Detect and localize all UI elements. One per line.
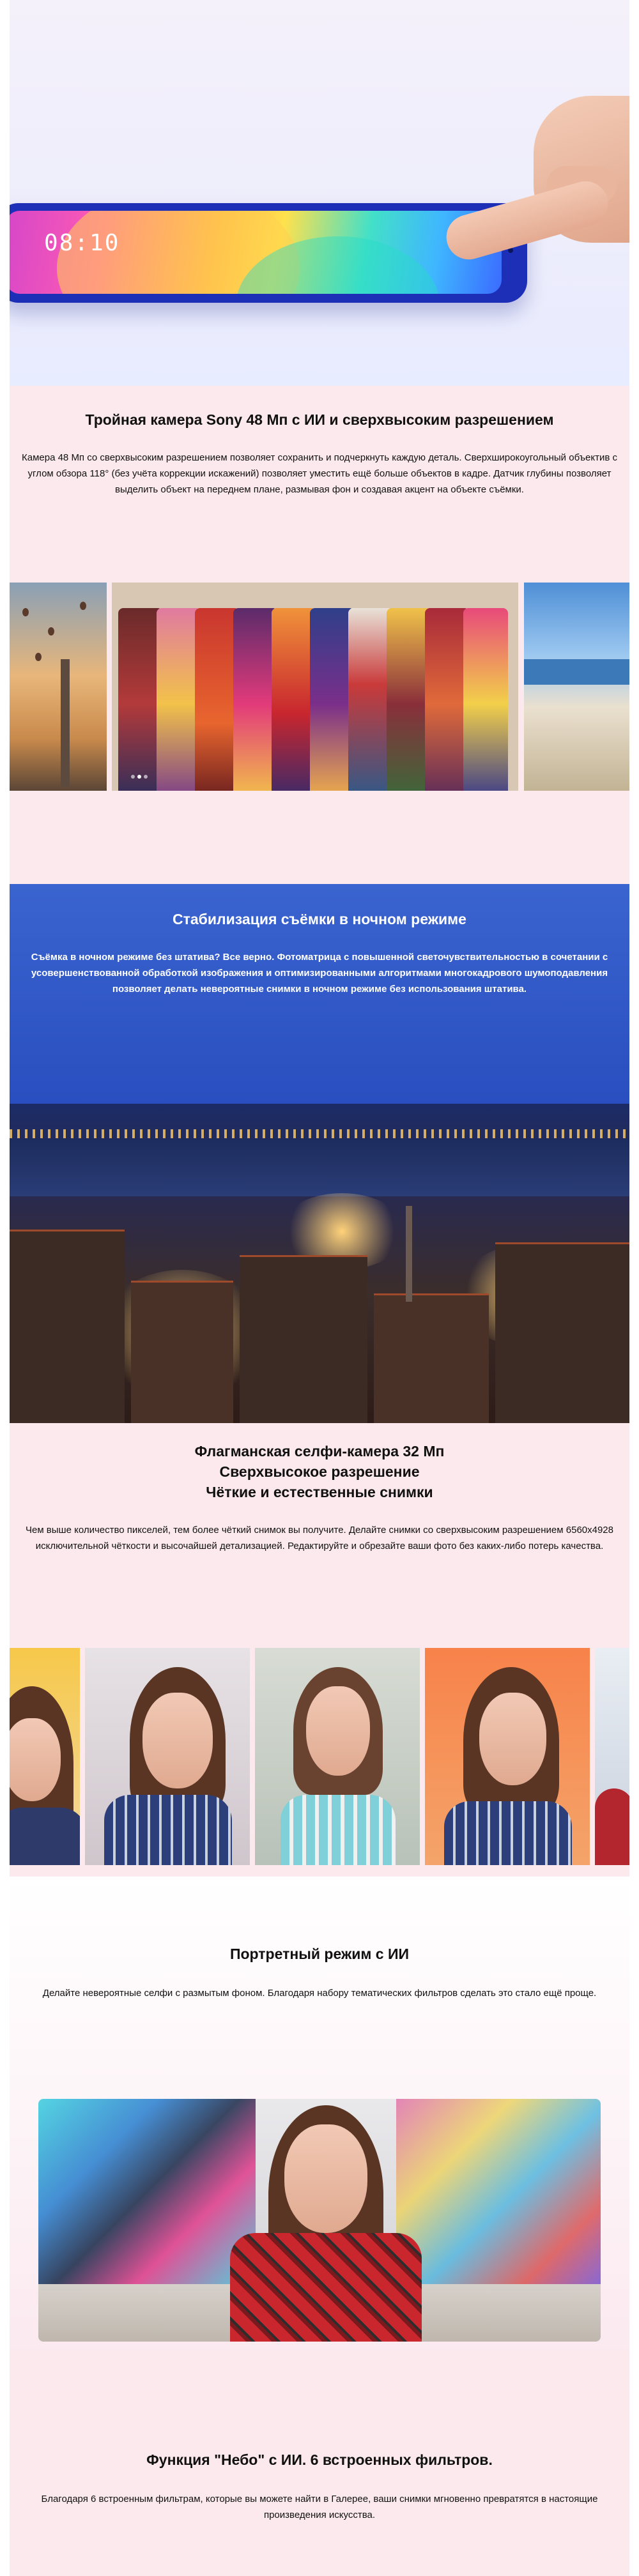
section-text: Делайте невероятные селфи с размытым фоном. Благодаря набору тематических фильтров сделать это стало ещё проще. <box>42 1988 597 1999</box>
selfie-image-3[interactable] <box>255 1648 420 1865</box>
night-mode-section <box>10 884 629 1423</box>
section-title-line2: Сверхвысокое разрешение <box>219 1463 420 1480</box>
selfie-carousel[interactable] <box>10 1648 629 1865</box>
night-city-image <box>10 1104 629 1423</box>
section-text: Съёмка в ночном режиме без штатива? Все верно. Фотоматрица с повышенной светочувствительностью в сочетании с усовершенствованной обработкой изображения и оптимизированными алгоритмами многокадрового шумоподавления позволяет делать невероятные снимки в ночном режиме без использования штатива. <box>31 952 608 995</box>
section-title: Тройная камера Sony 48 Мп с ИИ и сверхвысоким разрешением <box>85 411 554 428</box>
carousel-dots[interactable] <box>131 770 150 782</box>
phone-clock: 08:10 <box>44 230 120 256</box>
section-text: Благодаря 6 встроенным фильтрам, которые вы можете найти в Галерее, ваши снимки мгновенно превратятся в настоящие произведения искусства. <box>41 2494 598 2520</box>
section-text: Чем выше количество пикселей, тем более чёткий снимок вы получите. Делайте снимки со сверхвысоким разрешением 6560x4928 исключительной чёткости и высочайшей детализацией. Редактируйте и обрезайте ваши фото без каких-либо потерь качества. <box>25 1525 613 1551</box>
triple-camera-section <box>10 386 629 884</box>
section-title-line3: Чёткие и естественные снимки <box>206 1484 433 1500</box>
sky-filter-section <box>10 2349 629 2576</box>
hero-phone-section <box>10 0 629 386</box>
section-title-line1: Флагманская селфи-камера 32 Мп <box>194 1443 445 1459</box>
selfie-camera-section <box>10 1423 629 1877</box>
hand-image <box>425 89 629 255</box>
portrait-mode-section <box>10 1877 629 2349</box>
carousel-image-balloons[interactable] <box>10 583 107 791</box>
selfie-image-1[interactable] <box>10 1648 80 1865</box>
section-text: Камера 48 Мп со сверхвысоким разрешением позволяет сохранить и подчеркнуть каждую деталь. Сверхширокоугольный объектив с углом обзора 118° (без учёта коррекции искажений) позволяет уместить ещё больше объектов в кадре. Датчик глубины позволяет выделить объект на переднем плане, размывая фон и создавая акцент на объекте съёмки. <box>22 452 617 495</box>
selfie-image-5[interactable] <box>595 1648 629 1865</box>
selfie-image-4[interactable] <box>425 1648 590 1865</box>
portrait-image <box>38 2099 601 2342</box>
carousel-image-rugs[interactable] <box>112 583 518 791</box>
photo-carousel[interactable] <box>10 583 629 791</box>
section-title: Функция "Небо" с ИИ. 6 встроенных фильтров. <box>146 2451 493 2468</box>
carousel-image-beach[interactable] <box>524 583 629 791</box>
section-title: Стабилизация съёмки в ночном режиме <box>173 911 466 927</box>
section-title: Портретный режим с ИИ <box>229 1946 410 1962</box>
selfie-image-2[interactable] <box>85 1648 250 1865</box>
